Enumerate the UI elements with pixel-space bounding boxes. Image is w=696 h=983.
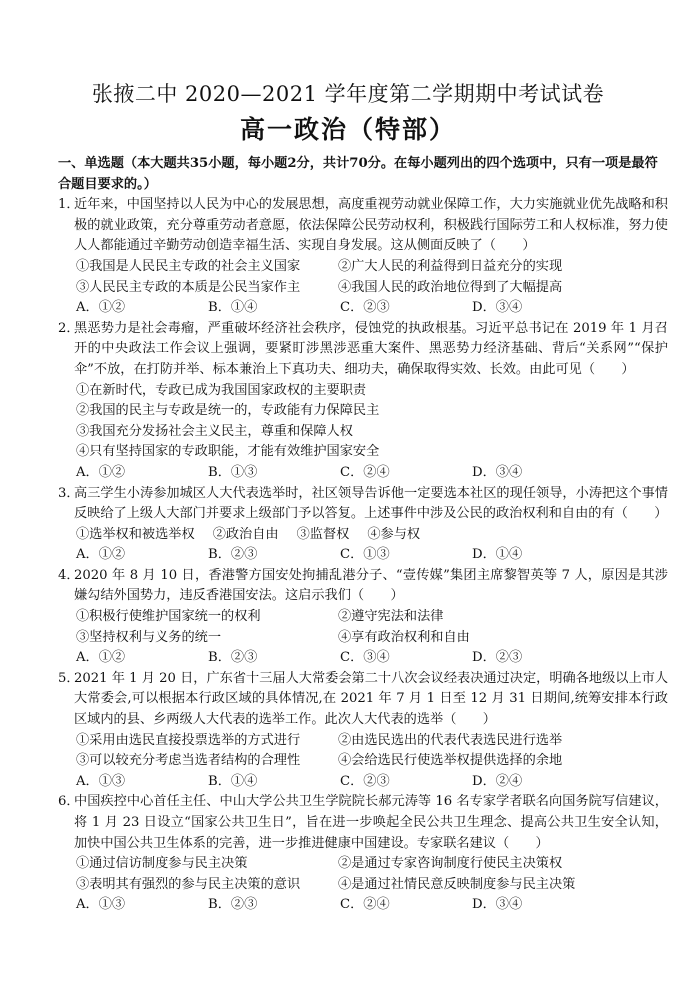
option-item: ④参与权 (367, 526, 421, 542)
option-item: ④享有政治权利和自由 (338, 629, 470, 645)
option-item: ①选举权和被选举权 (76, 526, 195, 542)
question-3 (58, 484, 668, 566)
choice-b: B．①④ (208, 300, 258, 316)
option-item: ①通过信访制度参与民主决策 (76, 856, 248, 872)
exam-content (58, 154, 668, 916)
choice-c: C．②④ (340, 464, 390, 480)
choice-d: D．②④ (472, 773, 523, 789)
question-number: 5． (58, 670, 80, 686)
choice-b: B．②③ (208, 650, 258, 666)
question-number: 4． (58, 567, 80, 583)
answer-choices (58, 895, 668, 916)
choice-d: D．③④ (472, 300, 523, 316)
question-text: 2021 年 1 月 20 日，广东省十三届人大常委会第二十八次会议经表决通过决定，明确各地级以上市人大常委会,可以根据本行政区域的具体情况,在 2021 年 7 月 1 日至 12 月 31 日期间,统筹安排本行政区域内的县、乡两级人大代表的选举工作。此次人大代表的选举（ ） (74, 670, 669, 728)
answer-choices (58, 545, 668, 566)
choice-c: C．③④ (340, 650, 390, 666)
choice-b: B．②③ (208, 547, 258, 563)
answer-choices (58, 772, 668, 793)
option-item: ④我国人民的政治地位得到了大幅提高 (338, 279, 563, 295)
answer-choices (58, 298, 668, 319)
answer-choices (58, 648, 668, 669)
option-item: ②政治自由 (212, 526, 279, 542)
question-4 (58, 566, 668, 669)
question-text: 近年来，中国坚持以人民为中心的发展思想，高度重视劳动就业保障工作，大力实施就业优先战略和积极的就业政策，充分尊重劳动者意愿，依法保障公民劳动权利，积极践行国际劳工和人权标准，努力使人人都能通过辛勤劳动创造幸福生活、实现自身发展。这从侧面反映了（ ） (74, 197, 668, 254)
exam-title: 张掖二中 2020—2021 学年度第二学期期中考试试卷 (91, 82, 605, 106)
option-item: ③可以较充分考虑当选者结构的合理性 (76, 753, 301, 769)
choice-a: A．①② (76, 547, 126, 563)
choice-c: C．②③ (340, 773, 390, 789)
option-item: ②广大人民的利益得到日益充分的实现 (338, 258, 563, 274)
option-item: ①在新时代，专政已成为我国国家政权的主要职责 (76, 382, 367, 398)
question-number: 6． (58, 794, 80, 810)
question-number: 2． (58, 320, 80, 336)
option-item: ③表明其有强烈的参与民主决策的意识 (76, 876, 301, 892)
option-item: ④是通过社情民意反映制度参与民主决策 (338, 876, 576, 892)
choice-c: C．②③ (340, 300, 390, 316)
option-item: ③我国充分发扬社会主义民主，尊重和保障人权 (76, 423, 353, 439)
choice-b: B．①④ (208, 773, 258, 789)
choice-a: A．①② (76, 300, 126, 316)
option-item: ①积极行使维护国家统一的权利 (76, 609, 261, 625)
question-number: 1． (58, 197, 80, 213)
choice-d: D．③④ (472, 464, 523, 480)
option-item: ③人民民主专政的本质是公民当家作主 (76, 279, 301, 295)
choice-a: A．①② (76, 650, 126, 666)
question-number: 3． (58, 485, 80, 501)
choice-a: A．①③ (76, 897, 126, 913)
question-text: 高三学生小涛参加城区人大代表选举时，社区领导告诉他一定要选本社区的现任领导，小涛把这个事情反映给了上级人大部门并要求上级部门予以答复。上述事件中涉及公民的政治权利和自由的有（ ） (74, 485, 668, 522)
question-1 (58, 195, 668, 319)
question-text: 2020 年 8 月 10 日，香港警方国安处拘捕乱港分子、“壹传媒”集团主席黎智英等 7 人，原因是其涉嫌勾结外国势力，违反香港国安法。这启示我们（ ） (74, 567, 668, 604)
option-item: ②遵守宪法和法律 (338, 609, 444, 625)
exam-subtitle: 高一政治（特部） (239, 115, 456, 144)
question-2 (58, 319, 668, 484)
choice-d: D．①④ (472, 547, 523, 563)
option-item: ③监督权 (296, 526, 350, 542)
option-item: ④会给选民行使选举权提供选择的余地 (338, 753, 563, 769)
choice-a: A．①② (76, 464, 126, 480)
option-item: ②我国的民主与专政是统一的，专政能有力保障民主 (76, 403, 380, 419)
question-text: 黑恶势力是社会毒瘤，严重破坏经济社会秩序，侵蚀党的执政根基。习近平总书记在 2019 年 1 月召开的中央政法工作会议上强调，要紧盯涉黑涉恶重大案件、黑恶势力经济基础、背后“关系网”“保护伞”不放，在打防并举、标本兼治上下真功夫、细功夫，确保取得实效、长效。由此可见（ ） (74, 320, 668, 377)
question-text: 中国疾控中心首任主任、中山大学公共卫生学院院长郝元涛等 16 名专家学者联名向国务院写信建议，将 1 月 23 日设立“国家公共卫生日”，旨在进一步唤起全民公共卫生理念、提高公共卫生安全认知，加快中国公共卫生体系的完善，进一步推进健康中国建设。专家联名建议（ ） (74, 794, 668, 851)
option-item: ①采用由选民直接投票选举的方式进行 (76, 732, 301, 748)
question-5 (58, 669, 668, 793)
option-item: ④只有坚持国家的专政职能，才能有效维护国家安全 (76, 444, 380, 460)
choice-c: C．①③ (340, 547, 390, 563)
option-item: ①我国是人民民主专政的社会主义国家 (76, 258, 301, 274)
choice-b: B．①③ (208, 464, 258, 480)
choice-d: D．②③ (472, 650, 523, 666)
option-item: ③坚持权利与义务的统一 (76, 629, 222, 645)
option-item: ②由选民选出的代表代表选民进行选举 (338, 732, 563, 748)
answer-choices (58, 463, 668, 484)
question-6 (58, 792, 668, 916)
choice-b: B．②③ (208, 897, 258, 913)
option-item: ②是通过专家咨询制度行使民主决策权 (338, 856, 563, 872)
choice-a: A．①③ (76, 773, 126, 789)
section-heading: 一、单选题（本大题共35小题，每小题2分，共计70分。在每小题列出的四个选项中，只有一项是最符合题目要求的。） (58, 156, 658, 192)
choice-d: D．③④ (472, 897, 523, 913)
choice-c: C．②④ (340, 897, 390, 913)
